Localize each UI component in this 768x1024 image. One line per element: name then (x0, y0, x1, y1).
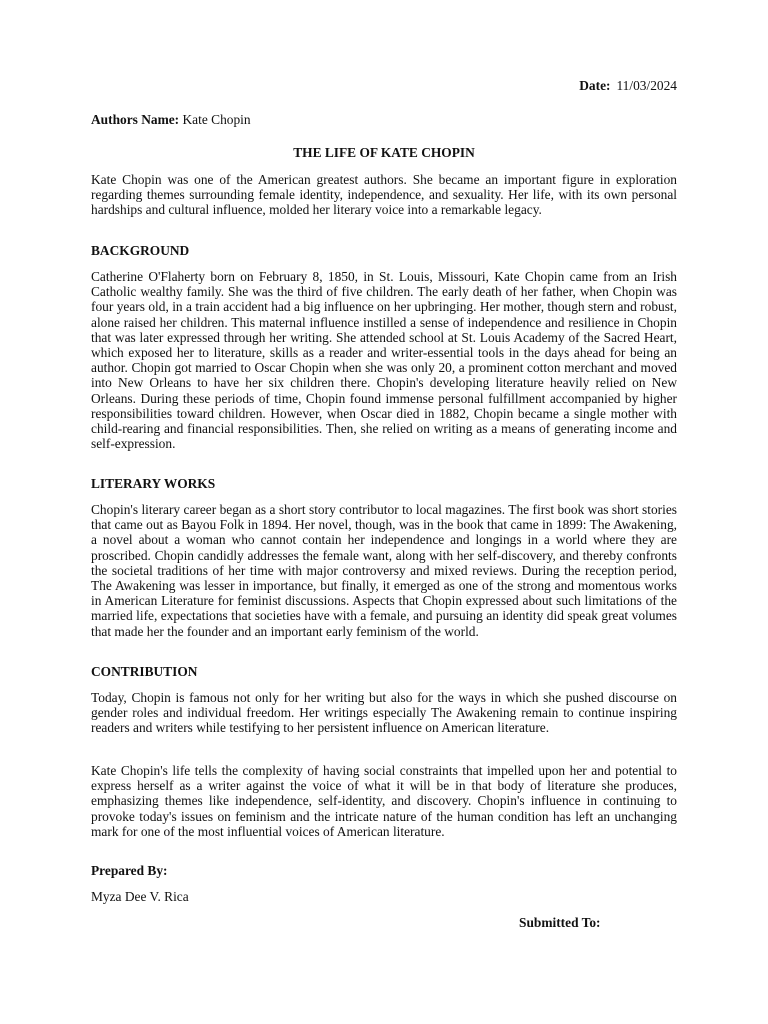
contribution-heading: CONTRIBUTION (91, 664, 198, 679)
authors-line (91, 112, 251, 128)
date-label: Date: (579, 78, 611, 93)
literary-works-paragraph: Chopin's literary career began as a short story contributor to local magazines. The first book was short stories that came out as Bayou Folk in 1894. Her novel, though, was in the book that came in 1899: The Awakening, a novel about a woman who cannot contain her independence and longings in a world where they are proscribed. Chopin candidly addresses the female want, along with her self-discovery, and thereby confronts the societal traditions of her time with major controversy and mixed reviews. During the reception period, The Awakening was lesser in importance, but finally, it emerged as one of the strong and momentous works in American Literature for feminist discussions. Aspects that Chopin expressed about such limitations of the married life, expectations that societies have with a female, and pursuing an identity did speak great volumes that made her the founder and an important early feminism of the world. (91, 502, 677, 639)
date-value: 11/03/2024 (616, 78, 677, 93)
background-paragraph: Catherine O'Flaherty born on February 8, 1850, in St. Louis, Missouri, Kate Chopin came from an Irish Catholic wealthy family. She was the third of five children. The early death of her father, when Chopin was four years old, in a train accident had a big influence on her upbringing. Her mother, though stern and robust, alone raised her children. This maternal influence instilled a sense of independence and resilience in Chopin that was later expressed through her writing. She attended school at St. Louis Academy of the Sacred Heart, which exposed her to literature, skills as a reader and writer-essential tools in the days ahead for being an author. Chopin got married to Oscar Chopin when she was only 20, a prominent cotton merchant and moved into New Orleans to have her six children there. Chopin's developing literature heavily relied on New Orleans. During these periods of time, Chopin found immense personal fulfillment accompanied by higher responsibilities toward children. However, when Oscar died in 1882, Chopin became a single mother with child-rearing and financial responsibilities. Then, she relied on writing as a means of generating income and self-expression. (91, 269, 677, 452)
contribution-paragraph-1: Today, Chopin is famous not only for her writing but also for the ways in which she pushed discourse on gender roles and individual freedom. Her writings especially The Awakening remain to continue inspiring readers and writers while testifying to her persistent influence on American literature. (91, 690, 677, 736)
date-line (579, 78, 677, 94)
prepared-by-name: Myza Dee V. Rica (91, 889, 189, 904)
literary-works-heading: LITERARY WORKS (91, 476, 216, 491)
authors-value: Kate Chopin (182, 112, 251, 127)
authors-label: Authors Name: (91, 112, 180, 127)
contribution-paragraph-2: Kate Chopin's life tells the complexity of having social constraints that impelled upon her and potential to express herself as a writer against the voice of what it will be in that body of literature she produces, emphasizing themes like independence, self-identity, and discovery. Chopin's influence in continuing to provoke today's issues on feminism and the intricate nature of the human condition has left an unchanging mark for one of the most influential voices of American literature. (91, 763, 677, 839)
background-heading: BACKGROUND (91, 243, 190, 258)
document-title: THE LIFE OF KATE CHOPIN (293, 145, 475, 160)
intro-paragraph: Kate Chopin was one of the American greatest authors. She became an important figure in exploration regarding themes surrounding female identity, independence, and sexuality. Her life, with its own personal hardships and cultural influence, molded her literary voice into a remarkable legacy. (91, 172, 677, 218)
submitted-to-label: Submitted To: (519, 915, 601, 930)
prepared-by-label: Prepared By: (91, 863, 168, 878)
